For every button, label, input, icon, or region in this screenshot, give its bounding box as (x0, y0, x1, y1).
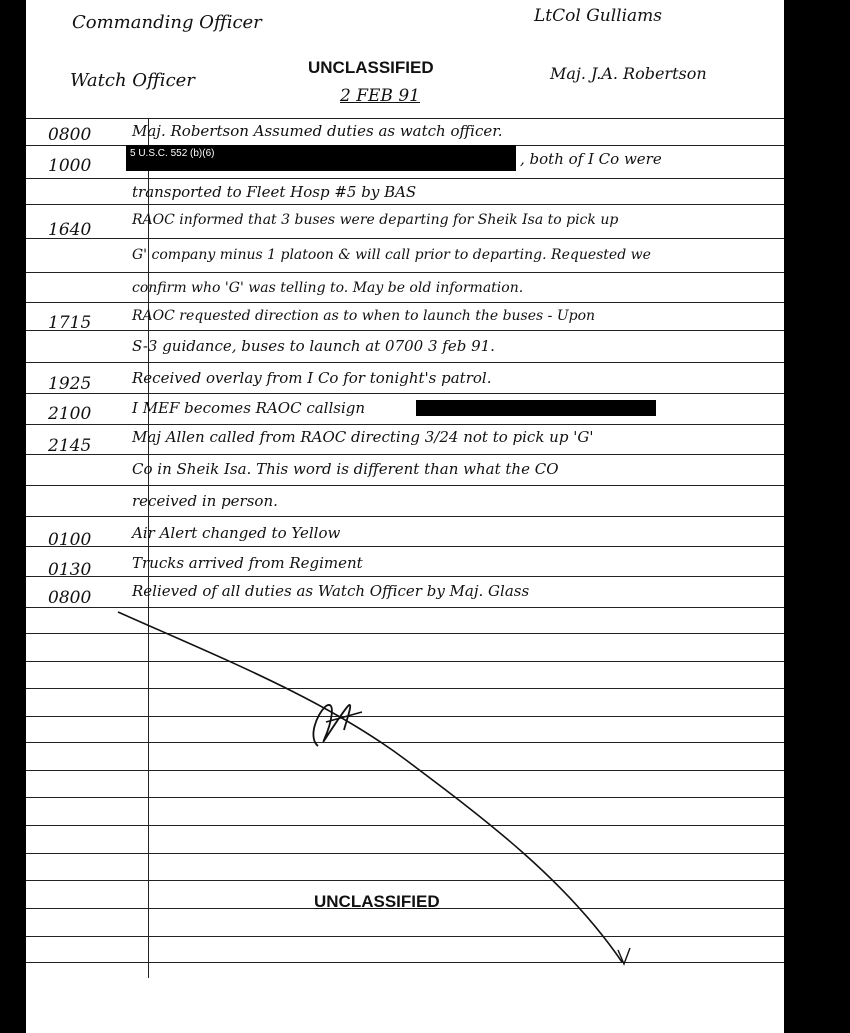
commanding-officer-name: LtCol Gulliams (534, 6, 663, 26)
initials-mark (26, 0, 784, 1033)
log-date: 2 FEB 91 (340, 86, 420, 106)
classification-footer: UNCLASSIFIED (314, 892, 440, 911)
log-text: G' company minus 1 platoon & will call prior to departing. Requested we (132, 247, 651, 263)
watch-officer-name: Maj. J.A. Robertson (550, 64, 707, 83)
log-text: , both of I Co were (520, 150, 662, 168)
log-time: 2145 (48, 436, 92, 456)
log-text: Air Alert changed to Yellow (132, 524, 341, 542)
redaction-label: 5 U.S.C. 552 (b)(6) (130, 148, 215, 159)
classification-header: UNCLASSIFIED (308, 58, 434, 77)
log-time: 1640 (48, 220, 92, 240)
log-text: RAOC requested direction as to when to launch the buses - Upon (132, 308, 596, 324)
log-time: 1715 (48, 313, 92, 333)
log-time: 0130 (48, 560, 92, 580)
log-text: RAOC informed that 3 buses were departing for Sheik Isa to pick up (132, 212, 619, 228)
log-text: confirm who 'G' was telling to. May be old information. (132, 280, 524, 296)
log-page (26, 0, 784, 1033)
log-text: received in person. (132, 492, 278, 510)
log-time: 0800 (48, 125, 92, 145)
watch-officer-label: Watch Officer (70, 70, 195, 91)
log-text: I MEF becomes RAOC callsign (132, 399, 366, 417)
log-text: S-3 guidance, buses to launch at 0700 3 feb 91. (132, 337, 495, 355)
log-time: 0100 (48, 530, 92, 550)
log-time: 1000 (48, 156, 92, 176)
log-text: transported to Fleet Hosp #5 by BAS (132, 183, 417, 201)
log-text: Trucks arrived from Regiment (132, 554, 363, 572)
log-time: 2100 (48, 404, 92, 424)
scan-border-right (784, 0, 850, 1033)
log-text: Co in Sheik Isa. This word is different than what the CO (132, 460, 559, 478)
log-text: Maj Allen called from RAOC directing 3/24 not to pick up 'G' (132, 428, 594, 446)
log-text: Relieved of all duties as Watch Officer by Maj. Glass (132, 582, 530, 600)
log-text: Maj. Robertson Assumed duties as watch officer. (132, 122, 503, 140)
scan-border-left (0, 0, 26, 1033)
log-text: Received overlay from I Co for tonight's patrol. (132, 369, 492, 387)
log-time: 1925 (48, 374, 92, 394)
log-time: 0800 (48, 588, 92, 608)
commanding-officer-label: Commanding Officer (72, 12, 262, 33)
